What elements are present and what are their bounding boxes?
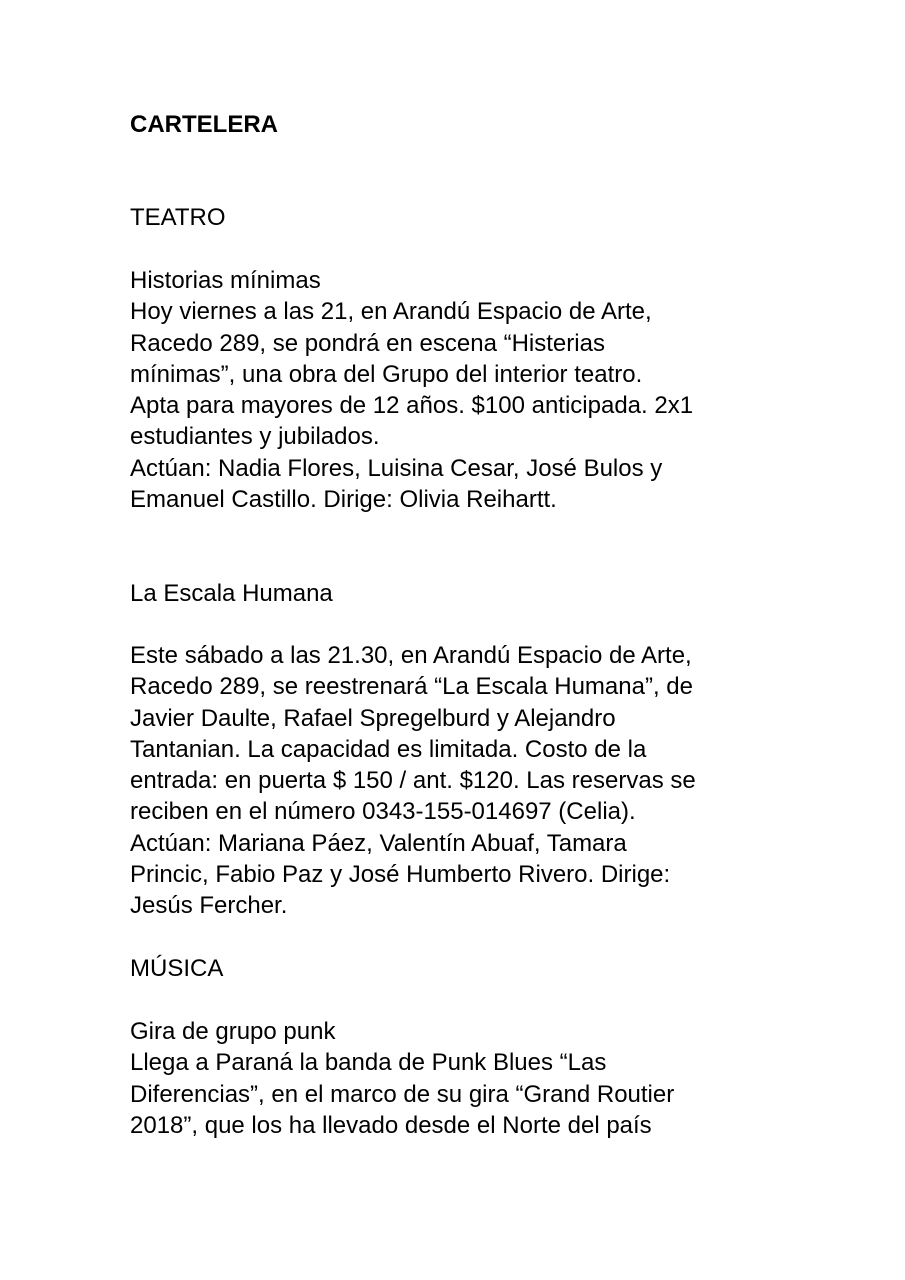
article-line: Emanuel Castillo. Dirige: Olivia Reihartt. bbox=[130, 486, 557, 514]
article-la-escala-humana-body bbox=[130, 640, 696, 922]
article-title: Historias mínimas bbox=[130, 267, 321, 294]
article-line: Llega a Paraná la banda de Punk Blues “Las bbox=[130, 1049, 607, 1077]
article-line: Jesús Fercher. bbox=[130, 892, 288, 920]
article-line: Princic, Fabio Paz y José Humberto Rivero. Dirige: bbox=[130, 861, 671, 889]
article-la-escala-humana-title bbox=[130, 578, 333, 609]
article-historias-minimas bbox=[130, 265, 693, 515]
article-line: Apta para mayores de 12 años. $100 anticipada. 2x1 bbox=[130, 392, 694, 420]
article-gira-grupo-punk bbox=[130, 1016, 674, 1141]
section-heading-text: TEATRO bbox=[130, 204, 226, 231]
article-line: Este sábado a las 21.30, en Arandú Espacio de Arte, bbox=[130, 642, 692, 669]
article-line: mínimas”, una obra del Grupo del interior teatro. bbox=[130, 360, 643, 388]
article-line: 2018”, que los ha llevado desde el Norte del país bbox=[130, 1111, 652, 1139]
article-line: Diferencias”, en el marco de su gira “Grand Routier bbox=[130, 1080, 675, 1108]
article-title: Gira de grupo punk bbox=[130, 1018, 336, 1045]
article-line: Racedo 289, se reestrenará “La Escala Humana”, de bbox=[130, 673, 693, 701]
article-line: estudiantes y jubilados. bbox=[130, 423, 380, 451]
article-line: entrada: en puerta $ 150 / ant. $120. Las reservas se bbox=[130, 767, 696, 795]
article-title: La Escala Humana bbox=[130, 580, 333, 607]
article-line: Tantanian. La capacidad es limitada. Costo de la bbox=[130, 735, 647, 763]
section-heading-musica bbox=[130, 953, 223, 984]
article-line: Hoy viernes a las 21, en Arandú Espacio de Arte, bbox=[130, 298, 652, 326]
page-title: CARTELERA bbox=[130, 111, 278, 138]
article-line: Actúan: Mariana Páez, Valentín Abuaf, Tamara bbox=[130, 829, 627, 857]
article-line: Javier Daulte, Rafael Spregelburd y Alejandro bbox=[130, 704, 616, 732]
article-line: Actúan: Nadia Flores, Luisina Cesar, José Bulos y bbox=[130, 454, 663, 482]
section-heading-text: MÚSICA bbox=[130, 955, 224, 982]
section-heading-teatro bbox=[130, 202, 226, 233]
article-line: reciben en el número 0343-155-014697 (Celia). bbox=[130, 798, 636, 826]
article-line: Racedo 289, se pondrá en escena “Histerias bbox=[130, 329, 605, 357]
